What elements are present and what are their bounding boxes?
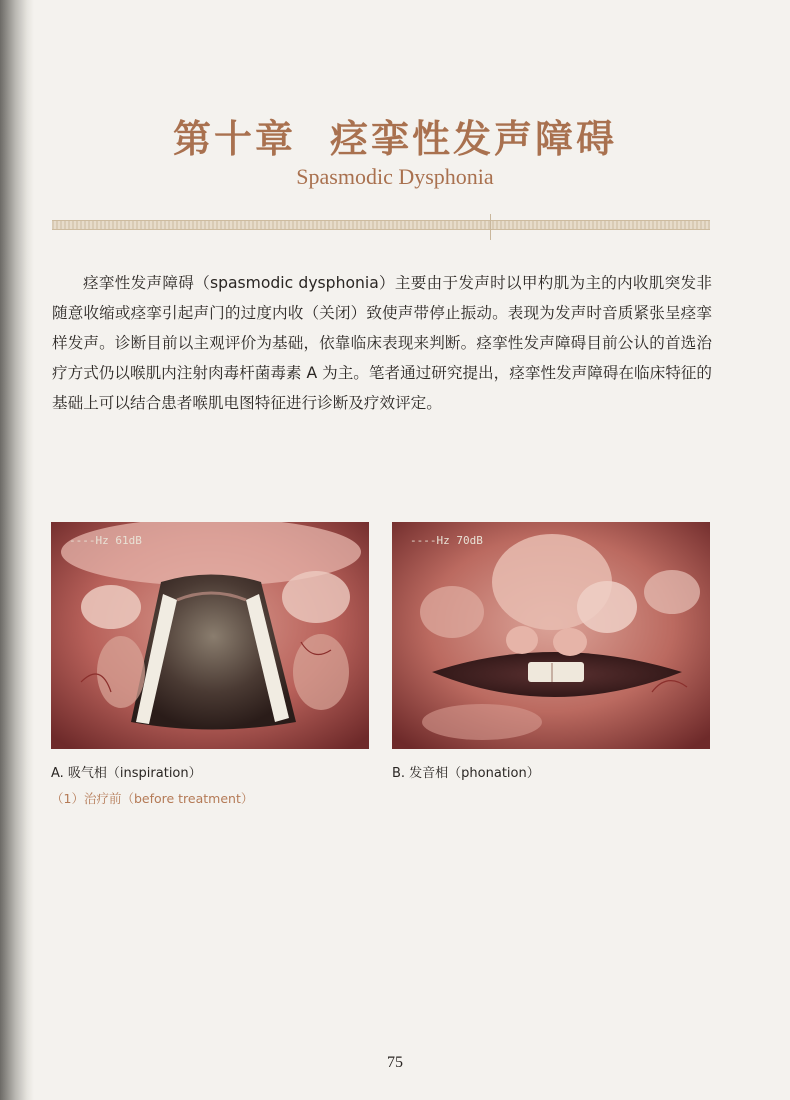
laryngoscope-image-inspiration bbox=[51, 522, 369, 749]
body-paragraph: 痉挛性发声障碍（spasmodic dysphonia）主要由于发声时以甲杓肌为主的内收肌突发非随意收缩或痉挛引起声门的过度内收（关闭）致使声带停止振动。表现为发声时音质紧张呈痉挛样发声。诊断目前以主观评价为基础，依靠临床表现来判断。痉挛性发声障碍目前公认的首选治疗方式仍以喉肌内注射肉毒杆菌毒素 A 为主。笔者通过研究提出，痉挛性发声障碍在临床特征的基础上可以结合患者喉肌电图特征进行诊断及疗效评定。 bbox=[52, 274, 712, 412]
rule-tick bbox=[490, 214, 491, 240]
chapter-subtitle: Spasmodic Dysphonia bbox=[296, 164, 494, 189]
chapter-title bbox=[0, 108, 790, 163]
decorative-rule bbox=[52, 220, 710, 230]
overlay-readout-a: ----Hz 61dB bbox=[69, 534, 142, 547]
figure-group-caption: （1）治疗前（before treatment） bbox=[51, 791, 254, 806]
overlay-readout-b: ----Hz 70dB bbox=[410, 534, 483, 547]
chapter-number: 第十章 bbox=[172, 116, 296, 161]
figure-caption-b: B. 发音相（phonation） bbox=[392, 766, 540, 781]
figure-caption-a: A. 吸气相（inspiration） bbox=[51, 766, 202, 781]
laryngoscope-image-phonation bbox=[392, 522, 710, 749]
chapter-name: 痉挛性发声障碍 bbox=[330, 116, 618, 161]
page-number: 75 bbox=[387, 1054, 403, 1071]
